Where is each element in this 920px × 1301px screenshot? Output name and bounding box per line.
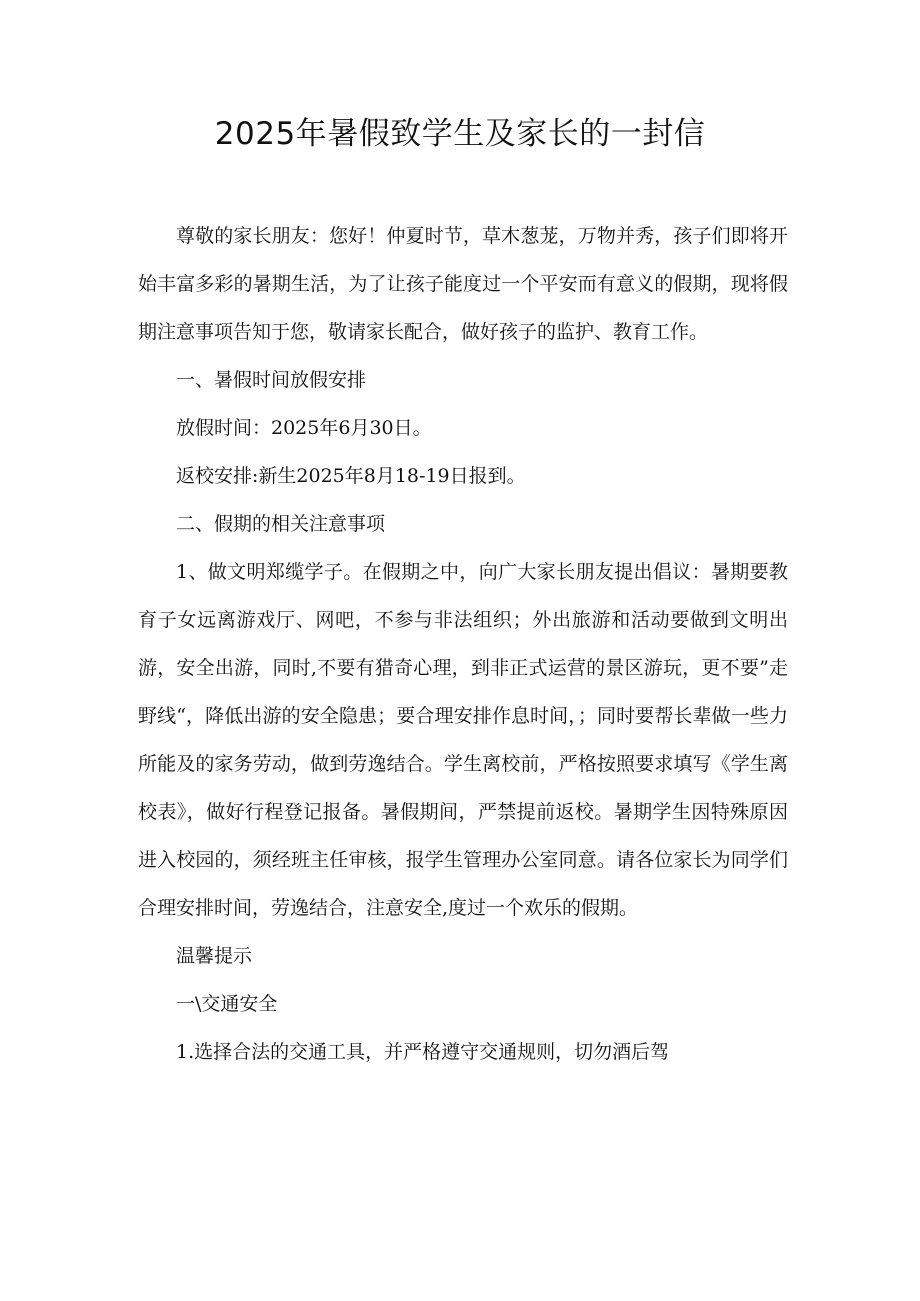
document-title: 2025年暑假致学生及家长的一封信 xyxy=(214,116,706,152)
traffic-safety-item: 1.选择合法的交通工具，并严格遵守交通规则，切勿酒后驾 xyxy=(176,1041,670,1063)
holiday-date-line: 放假时间：2025年6月30日。 xyxy=(176,417,432,439)
section-heading-schedule: 一、暑假时间放假安排 xyxy=(176,369,367,391)
notice-paragraph: 1、做文明郑缆学子。在假期之中，向广大家长朋友提出倡议：暑期要教育子女远离游戏厅、网吧，不参与非法组织；外出旅游和活动要做到文明出游，安全出游，同时,不要有猎奇心理，到非正式运营的景区游玩，更不要”走野线“，降低出游的安全隐患；要合理安排作息时间，；同时要帮长辈做一些力所能及的家务劳动，做到劳逸结合。学生离校前，严格按照要求填写《学生离校表》，做好行程登记报备。暑假期间，严禁提前返校。暑期学生因特殊原因进入校园的，须经班主任审核，报学生管理办公室同意。请各位家长为同学们合理安排时间，劳逸结合，注意安全,度过一个欢乐的假期。 xyxy=(138,561,788,919)
tips-heading: 温馨提示 xyxy=(176,945,253,967)
document-body xyxy=(138,212,788,1076)
traffic-safety-heading: 一\交通安全 xyxy=(176,993,278,1015)
section-heading-notices: 二、假期的相关注意事项 xyxy=(176,513,386,535)
return-date-line: 返校安排:新生2025年8月18-19日报到。 xyxy=(176,465,526,487)
greeting-paragraph: 尊敬的家长朋友：您好！仲夏时节，草木葱茏，万物并秀，孩子们即将开始丰富多彩的暑期生活，为了让孩子能度过一个平安而有意义的假期，现将假期注意事项告知于您，敬请家长配合，做好孩子的监护、教育工作。 xyxy=(138,225,788,343)
